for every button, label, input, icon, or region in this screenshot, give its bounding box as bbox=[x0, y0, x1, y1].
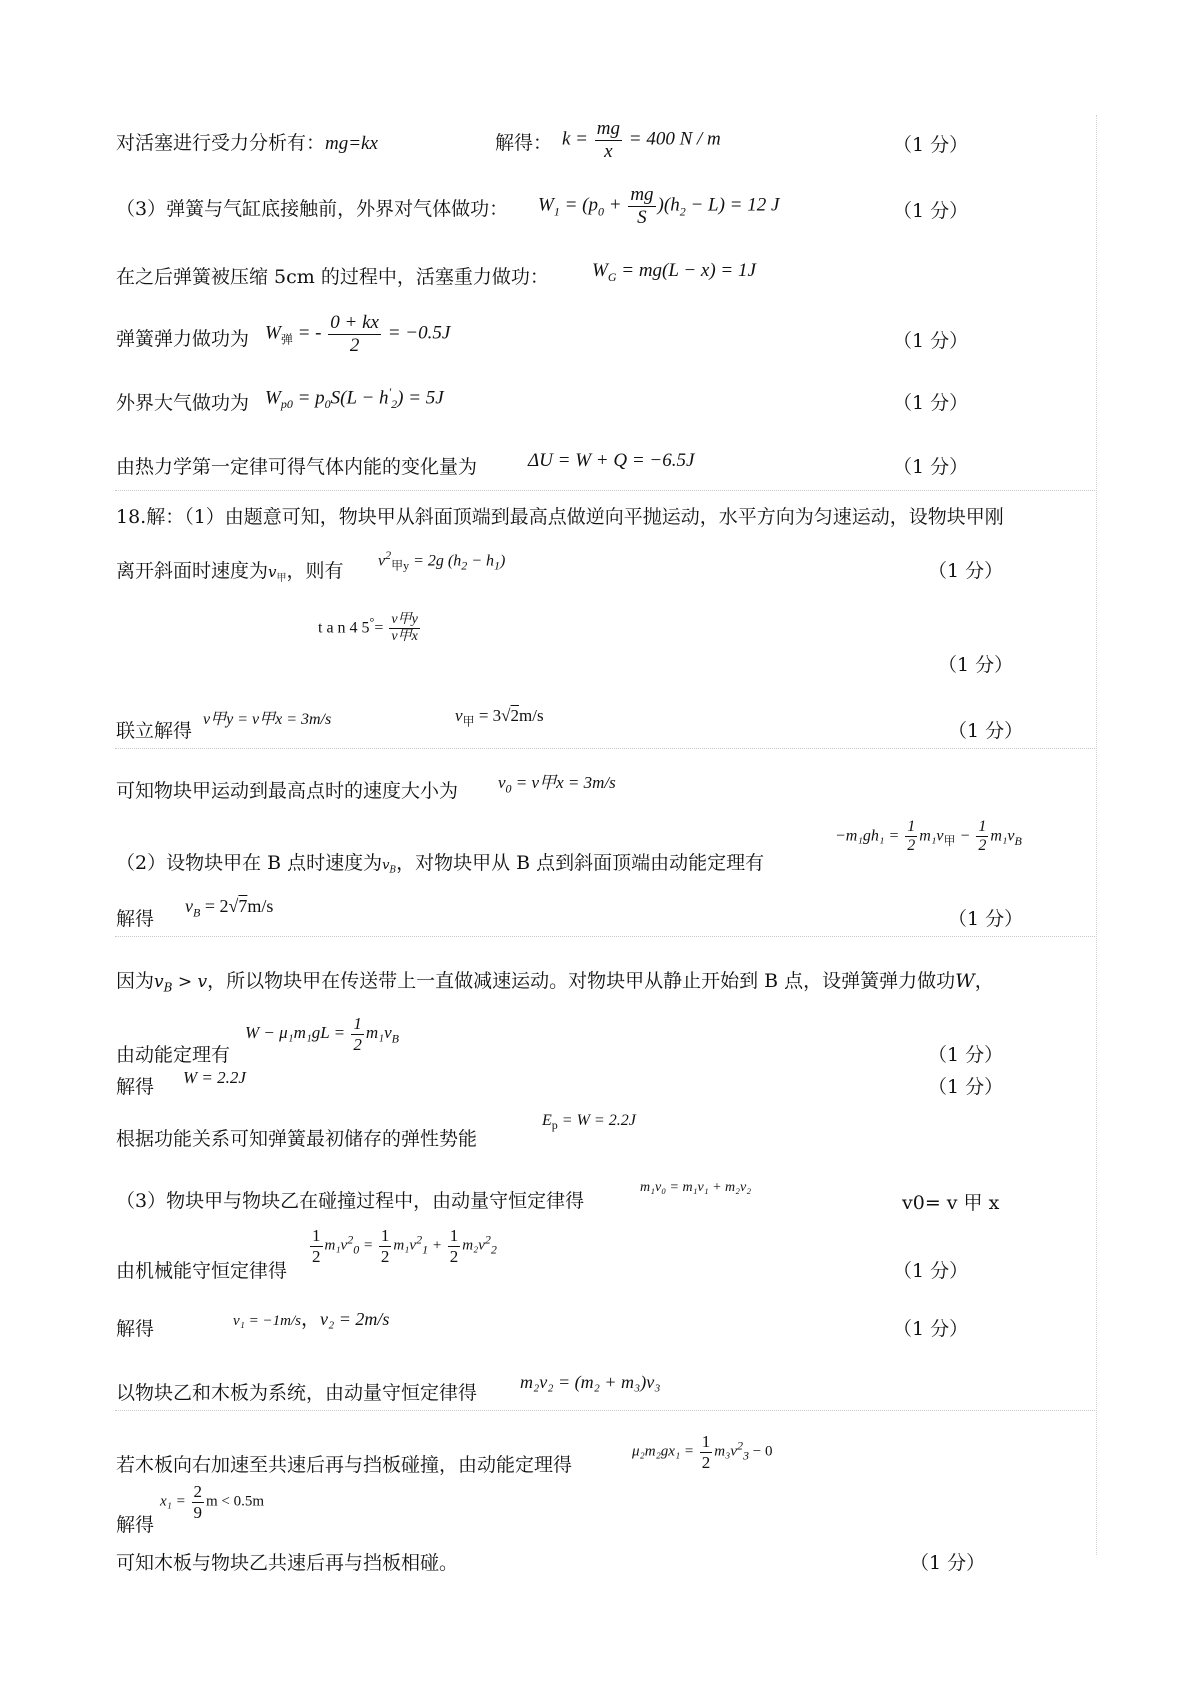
formula-work-energy bbox=[245, 1014, 399, 1054]
numerator: 1 bbox=[905, 818, 917, 837]
formula-tan bbox=[318, 612, 422, 645]
divider bbox=[115, 1410, 1095, 1411]
denominator: 2 bbox=[349, 334, 360, 356]
formula-part: W bbox=[265, 322, 281, 344]
formula-part: v bbox=[455, 706, 463, 725]
score-mark: （1 分） bbox=[948, 720, 1024, 742]
formula-du: ΔU = W + Q = −6.5J bbox=[528, 450, 695, 471]
fraction bbox=[905, 818, 917, 856]
superscript: ° bbox=[369, 614, 375, 629]
text-line: 解得 bbox=[116, 1514, 155, 1536]
formula-part: = bbox=[359, 1237, 377, 1254]
subscript: 甲 bbox=[943, 833, 956, 848]
numerator: 1 bbox=[976, 818, 988, 837]
score-mark: （1 分） bbox=[928, 1076, 1004, 1098]
formula-part: = 3 bbox=[474, 706, 502, 725]
formula-part: μ₂m₂gx₁ = bbox=[632, 1443, 698, 1460]
numerator: 0 + kx bbox=[330, 312, 379, 333]
score-mark: （1 分） bbox=[938, 654, 1014, 676]
formula-part: = bbox=[374, 619, 384, 637]
text-segment: 对活塞进行受力分析有： bbox=[116, 132, 326, 154]
text-segment: 离开斜面时速度为 bbox=[116, 560, 269, 582]
denominator: 2 bbox=[312, 1246, 321, 1266]
score-mark: （1 分） bbox=[893, 330, 969, 352]
symbol bbox=[154, 972, 208, 995]
formula-part: −m₁gh₁ = bbox=[835, 827, 900, 845]
formula-part: W bbox=[265, 387, 281, 409]
formula-v1 bbox=[233, 1304, 389, 1331]
denominator: 9 bbox=[193, 1502, 202, 1522]
fraction bbox=[310, 1226, 323, 1266]
text-segment: 因为 bbox=[116, 970, 155, 992]
formula-part: v bbox=[268, 563, 277, 581]
subscript: B bbox=[389, 865, 397, 876]
denominator: 2 bbox=[449, 1246, 459, 1266]
formula: mg=kx bbox=[325, 133, 378, 154]
formula-part: − L) = 12 J bbox=[685, 194, 780, 216]
subscript: B bbox=[1014, 833, 1022, 848]
formula-part: v bbox=[154, 972, 164, 992]
formula-w1: $W_1 = (p_0$ + $\frac{mg}{S}$ )$(h_2 - L) = 12$ J bbox=[538, 184, 780, 228]
subscript: 3 bbox=[743, 1448, 750, 1463]
divider bbox=[115, 748, 1095, 749]
score-mark: （1 分） bbox=[893, 456, 969, 478]
formula-part: v bbox=[378, 552, 386, 570]
text-line: 在之后弹簧被压缩 5cm 的过程中，活塞重力做功： bbox=[116, 266, 549, 288]
formula-energy: $\frac{1}{2}$ $m_1v^2_0$ = $\frac{1}{2}$ $m_1v^2_1$ + $\frac{1}{2}$ $m_2v^2_2$ bbox=[312, 1226, 497, 1266]
subscript: 1 bbox=[422, 1242, 429, 1257]
symbol bbox=[268, 563, 287, 584]
radicand: 7 bbox=[238, 896, 248, 916]
denominator: 2 bbox=[380, 1246, 390, 1266]
fraction bbox=[192, 1482, 205, 1522]
numerator: 1 bbox=[380, 1226, 390, 1245]
formula-part: > v bbox=[172, 972, 208, 992]
numerator: 1 bbox=[312, 1226, 321, 1245]
superscript: 2 bbox=[385, 548, 392, 562]
symbol: W bbox=[955, 970, 975, 992]
formula-part: ， bbox=[300, 1309, 320, 1330]
score-mark: （1 分） bbox=[893, 134, 969, 156]
text-segment: ，对物块甲从 B 点到斜面顶端由动能定理有 bbox=[396, 852, 765, 874]
subscript: p bbox=[551, 1118, 558, 1133]
formula-part: m₁v bbox=[365, 1022, 392, 1042]
formula-part: = 2 bbox=[200, 896, 229, 916]
formula-part: − h bbox=[467, 552, 495, 570]
subscript: 1 bbox=[553, 204, 560, 219]
numerator: 1 bbox=[701, 1432, 711, 1451]
subscript: 2 bbox=[490, 1242, 497, 1257]
formula-part: − bbox=[955, 827, 975, 845]
page-margin-rule bbox=[1096, 115, 1097, 1555]
radicand: 2 bbox=[510, 706, 519, 725]
score-mark: （1 分） bbox=[928, 560, 1004, 582]
denominator: 2 bbox=[353, 1034, 362, 1054]
text-line: 18.解：（1）由题意可知，物块甲从斜面顶端到最高点做逆向平抛运动，水平方向为匀速运动，设物块甲刚 bbox=[116, 506, 1004, 528]
formula-part: = 400 N / m bbox=[628, 128, 721, 150]
formula-part: )(h bbox=[657, 194, 680, 216]
text-line bbox=[116, 128, 378, 155]
text-line: 联立解得 bbox=[116, 720, 193, 742]
formula-part: + bbox=[428, 1237, 446, 1254]
formula-momentum2: m₂v₂ = (m₂ + m₃)v₃ bbox=[520, 1372, 661, 1392]
formula-vjia: $v_甲 = 3√2m/s$ bbox=[455, 706, 544, 729]
formula-part: = (p bbox=[559, 194, 598, 216]
score-mark: （1 分） bbox=[893, 1318, 969, 1340]
text-line: （3）物块甲与物块乙在碰撞过程中，由动量守恒定律得 bbox=[116, 1190, 585, 1212]
formula-v0 bbox=[498, 768, 616, 796]
formula-part: S(L − h bbox=[330, 387, 389, 409]
formula-w: W = 2.2J bbox=[183, 1068, 246, 1087]
formula-part: m₁v bbox=[324, 1237, 348, 1254]
fraction bbox=[448, 1226, 461, 1266]
text-segment: ，则有 bbox=[286, 560, 344, 582]
text-line: 以物块乙和木板为系统，由动量守恒定律得 bbox=[116, 1382, 478, 1404]
text-segment: ，所以物块甲在传送带上一直做减速运动。对物块甲从静止开始到 B 点，设弹簧弹力做功 bbox=[207, 970, 956, 992]
score-mark: （1 分） bbox=[948, 908, 1024, 930]
fraction bbox=[328, 312, 381, 357]
denominator: S bbox=[637, 206, 647, 228]
formula-ep bbox=[542, 1112, 636, 1133]
subscript: B bbox=[391, 1031, 399, 1046]
side-note: v0= v 甲 x bbox=[902, 1192, 1000, 1214]
formula-part: m/s bbox=[519, 706, 544, 725]
formula-part: m < 0.5m bbox=[206, 1493, 265, 1510]
text-line: 由热力学第一定律可得气体内能的变化量为 bbox=[116, 456, 478, 478]
numerator: 1 bbox=[449, 1226, 459, 1245]
formula-wp0: $W_{p0} = p_0S(L - h'_2) = 5J$ bbox=[265, 385, 444, 412]
text-line: 由动能定理有 bbox=[116, 1044, 231, 1066]
formula-kinetic bbox=[835, 818, 1022, 856]
subscript: 0 bbox=[353, 1242, 360, 1257]
numerator: 1 bbox=[353, 1014, 362, 1033]
formula-part: ) bbox=[500, 552, 506, 570]
formula-wg bbox=[592, 260, 756, 285]
text-line bbox=[116, 848, 764, 876]
formula-part: m₂v bbox=[462, 1237, 485, 1254]
text-line: 解得 bbox=[116, 1076, 155, 1098]
numerator: v甲y bbox=[389, 612, 419, 629]
symbol bbox=[382, 858, 397, 876]
formula-part: v₂ = 2m/s bbox=[319, 1309, 390, 1329]
formula-part: = −0.5J bbox=[387, 322, 451, 344]
formula-part: m₃v bbox=[714, 1443, 738, 1460]
formula-part: ) = 5J bbox=[397, 387, 444, 409]
text-line: 解得 bbox=[116, 1318, 155, 1340]
formula-part: = p bbox=[292, 387, 325, 409]
text-line: 由机械能守恒定律得 bbox=[116, 1260, 288, 1282]
superscript: ′ bbox=[388, 385, 392, 399]
formula-part: W bbox=[538, 194, 554, 216]
text-line: 若木板向右加速至共速后再与挡板碰撞，由动能定理得 bbox=[116, 1454, 573, 1476]
denominator: 2 bbox=[907, 837, 916, 855]
formula-k bbox=[562, 118, 721, 163]
formula-part: = - bbox=[292, 322, 322, 344]
formula-part: W bbox=[592, 260, 608, 281]
formula-part: = 2g (h bbox=[409, 552, 462, 570]
formula-part: m₁v bbox=[990, 827, 1015, 845]
divider bbox=[115, 490, 1095, 491]
text-line: 解得 bbox=[116, 908, 155, 930]
divider bbox=[115, 936, 1095, 937]
numerator: mg bbox=[596, 118, 620, 139]
formula-vb: $v_B = 2√7m/s$ bbox=[185, 896, 274, 920]
text-line: 根据功能关系可知弹簧最初储存的弹性势能 bbox=[116, 1128, 478, 1150]
score-mark: （1 分） bbox=[910, 1552, 986, 1574]
subscript: 弹 bbox=[280, 332, 293, 347]
formula-part: E bbox=[542, 1112, 552, 1129]
formula-vy: $v^2_{甲y} = 2g$ $(h_2 - h_1)$ bbox=[378, 548, 506, 573]
score-mark: （1 分） bbox=[928, 1044, 1004, 1066]
subscript: B bbox=[163, 980, 173, 995]
subscript: 0 bbox=[505, 781, 512, 796]
denominator: 2 bbox=[701, 1452, 711, 1472]
formula-part: m₁v bbox=[919, 827, 944, 845]
subscript: 甲 bbox=[276, 573, 287, 584]
formula-momentum: m₁v₀ = m₁v₁ + m₂v₂ bbox=[640, 1180, 752, 1195]
denominator: 2 bbox=[978, 837, 987, 855]
fraction bbox=[389, 612, 419, 645]
formula-part: = W = 2.2J bbox=[557, 1112, 636, 1129]
text-segment: 解得： bbox=[495, 132, 553, 154]
fraction bbox=[595, 118, 622, 163]
denominator: x bbox=[604, 140, 613, 162]
fraction bbox=[379, 1226, 392, 1266]
formula-part: W − μ₁m₁gL = bbox=[245, 1022, 346, 1042]
formula-friction: μ₂m₂gx₁ = $\frac{1}{2}$ $m_3v^2_3 - 0$ bbox=[632, 1432, 773, 1472]
formula-part: k = bbox=[562, 128, 589, 150]
formula-w-spring bbox=[265, 312, 450, 357]
subscript: 甲 bbox=[462, 714, 475, 729]
formula-part: v bbox=[185, 896, 193, 916]
formula-part: x₁ = bbox=[160, 1493, 190, 1510]
score-mark: （1 分） bbox=[893, 1260, 969, 1282]
formula-part: m/s bbox=[247, 896, 274, 916]
text-segment: （2）设物块甲在 B 点时速度为 bbox=[116, 852, 383, 874]
formula-part: v bbox=[382, 858, 390, 873]
denominator: v甲x bbox=[391, 629, 418, 645]
subscript: p0 bbox=[280, 397, 293, 412]
subscript: 甲y bbox=[391, 558, 410, 573]
text-line: 弹簧弹力做功为 bbox=[116, 328, 250, 350]
numerator: mg bbox=[630, 184, 654, 205]
fraction bbox=[351, 1014, 364, 1054]
formula-part: v bbox=[498, 773, 506, 792]
fraction bbox=[700, 1432, 713, 1472]
text-line: 因为$v_B > v$，所以物块甲在传送带上一直做减速运动。对物块甲从静止开始到 B 点，设弹簧弹力做功W， bbox=[116, 970, 994, 995]
score-mark: （1 分） bbox=[893, 200, 969, 222]
text-line: 外界大气做功为 bbox=[116, 392, 250, 414]
text-line: 可知物块甲运动到最高点时的速度大小为 bbox=[116, 780, 459, 802]
formula-x1 bbox=[160, 1482, 264, 1522]
formula-part: − 0 bbox=[749, 1443, 773, 1460]
formula-vxy: v甲y = v甲x = 3m/s bbox=[203, 711, 332, 728]
fraction bbox=[628, 184, 655, 229]
text-line bbox=[116, 556, 344, 584]
formula-part: = v甲x = 3m/s bbox=[511, 773, 616, 792]
text-line: 可知木板与物块乙共速后再与挡板相碰。 bbox=[116, 1552, 459, 1574]
subscript: B bbox=[193, 905, 201, 920]
subscript: G bbox=[607, 269, 617, 284]
formula-part: m₁v bbox=[393, 1237, 417, 1254]
text-line bbox=[495, 128, 552, 155]
formula-part: t a n 4 5 bbox=[318, 619, 370, 637]
formula-part: v₁ = −1m/s bbox=[233, 1313, 301, 1329]
formula-part: = mg(L − x) = 1J bbox=[616, 260, 756, 281]
formula-part: + bbox=[603, 194, 627, 216]
fraction bbox=[976, 818, 988, 856]
text-line: （3）弹簧与气缸底接触前，外界对气体做功： bbox=[116, 198, 509, 220]
numerator: 2 bbox=[193, 1482, 202, 1501]
score-mark: （1 分） bbox=[893, 392, 969, 414]
